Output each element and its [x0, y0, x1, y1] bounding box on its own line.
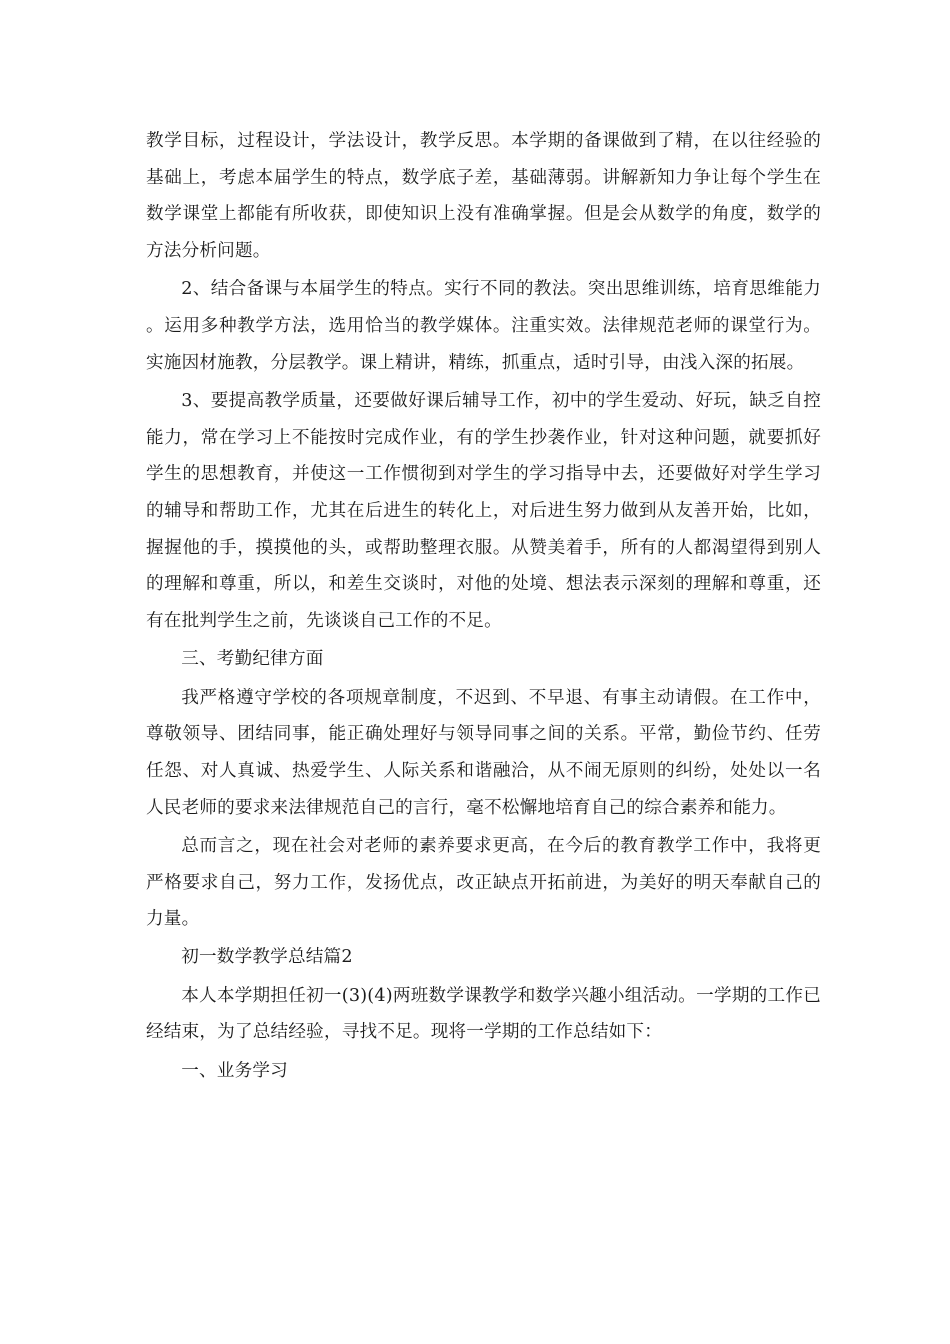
paragraph-conclusion: 总而言之，现在社会对老师的素养要求更高，在今后的教育教学工作中，我将更严格要求自己，努力工作，发扬优点，改正缺点开拓前进，为美好的明天奉献自己的力量。	[146, 835, 821, 930]
paragraph-attendance: 我严格遵守学校的各项规章制度，不迟到、不早退、有事主动请假。在工作中，尊敬领导、团结同事，能正确处理好与领导同事之间的关系。平常，勤俭节约、任劳任怨、对人真诚、热爱学生、人际关系和谐融洽，从不闹无原则的纠纷，处处以一名人民老师的要求来法律规范自己的言行，毫不松懈地培育自己的综合素养和能力。	[146, 687, 821, 818]
document-body	[146, 123, 821, 1089]
article-title-part-2: 初一数学教学总结篇2	[181, 947, 353, 968]
paragraph-item-3: 3、要提高教学质量，还要做好课后辅导工作，初中的学生爱动、好玩，缺乏自控能力，常在学习上不能按时完成作业，有的学生抄袭作业，针对这种问题，就要抓好学生的思想教育，并使这一工作惯彻到对学生的学习指导中去，还要做好对学生学习的辅导和帮助工作，尤其在后进生的转化上，对后进生努力做到从友善开始，比如，握握他的手，摸摸他的头，或帮助整理衣服。从赞美着手，所有的人都渴望得到别人的理解和尊重，所以，和差生交谈时，对他的处境、想法表示深刻的理解和尊重，还有在批判学生之前，先谈谈自己工作的不足。	[146, 390, 821, 632]
section-heading-study: 一、业务学习	[181, 1060, 288, 1081]
paragraph-item-2: 2、结合备课与本届学生的特点。实行不同的教法。突出思维训练，培育思维能力。运用多种教学方法，选用恰当的教学媒体。注重实效。法律规范老师的课堂行为。实施因材施教，分层教学。课上精讲，精练，抓重点，适时引导，由浅入深的拓展。	[146, 279, 821, 373]
section-heading-attendance: 三、考勤纪律方面	[181, 649, 324, 670]
paragraph-continuation: 教学目标，过程设计，学法设计，教学反思。本学期的备课做到了精，在以往经验的基础上，考虑本届学生的特点，数学底子差，基础薄弱。讲解新知力争让每个学生在数学课堂上都能有所收获，即使知识上没有准确掌握。但是会从数学的角度，数学的方法分析问题。	[146, 131, 821, 262]
paragraph-intro: 本人本学期担任初一(3)(4)两班数学课教学和数学兴趣小组活动。一学期的工作已经结束，为了总结经验，寻找不足。现将一学期的工作总结如下：	[146, 985, 821, 1043]
